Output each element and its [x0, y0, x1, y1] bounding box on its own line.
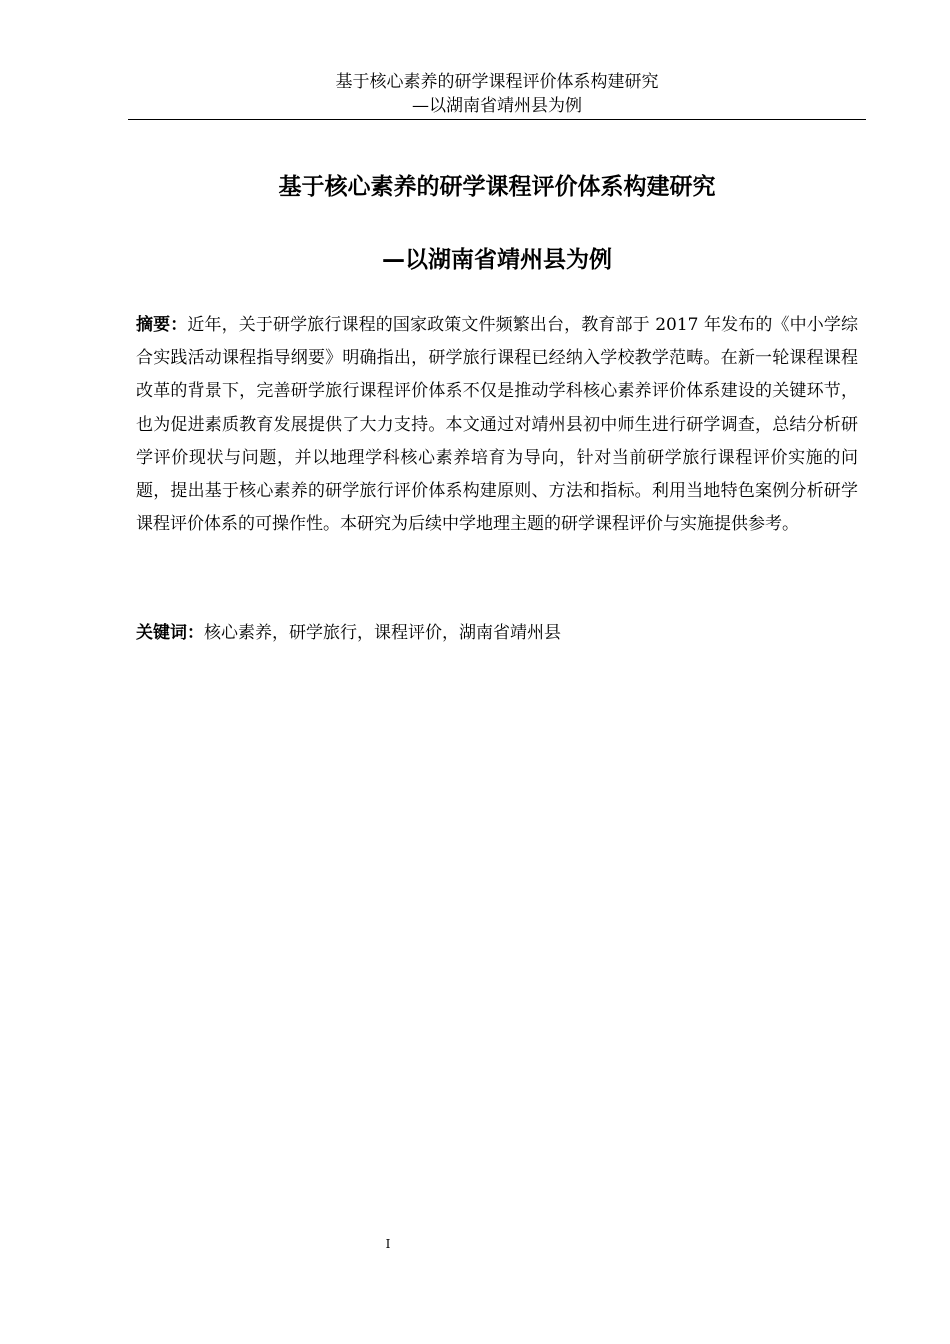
- running-header-line2: —以湖南省靖州县为例: [412, 96, 582, 116]
- keywords-paragraph: [136, 620, 858, 646]
- running-header: [128, 70, 866, 118]
- keywords-text: 核心素养，研学旅行，课程评价，湖南省靖州县: [204, 623, 561, 643]
- page-number: I: [385, 1237, 391, 1251]
- running-header-line1: 基于核心素养的研学课程评价体系构建研究: [335, 72, 659, 92]
- paper-title: 基于核心素养的研学课程评价体系构建研究: [278, 174, 716, 200]
- abstract-label: 摘要：: [136, 315, 188, 335]
- keywords-label: 关键词：: [136, 623, 204, 643]
- paper-subtitle: —以湖南省靖州县为例: [382, 247, 612, 273]
- abstract-paragraph: [136, 309, 858, 541]
- abstract-text: 近年，关于研学旅行课程的国家政策文件频繁出台，教育部于 2017 年发布的《中小学综合实践活动课程指导纲要》明确指出，研学旅行课程已经纳入学校教学范畴。在新一轮课程课程改革的背景下，完善研学旅行课程评价体系不仅是推动学科核心素养评价体系建设的关键环节，也为促进素质教育发展提供了大力支持。本文通过对靖州县初中师生进行研学调查，总结分析研学评价现状与问题，并以地理学科核心素养培育为导向，针对当前研学旅行课程评价实施的问题，提出基于核心素养的研学旅行评价体系构建原则、方法和指标。利用当地特色案例分析研学课程评价体系的可操作性。本研究为后续中学地理主题的研学课程评价与实施提供参考。: [136, 315, 858, 535]
- header-divider: [128, 119, 866, 120]
